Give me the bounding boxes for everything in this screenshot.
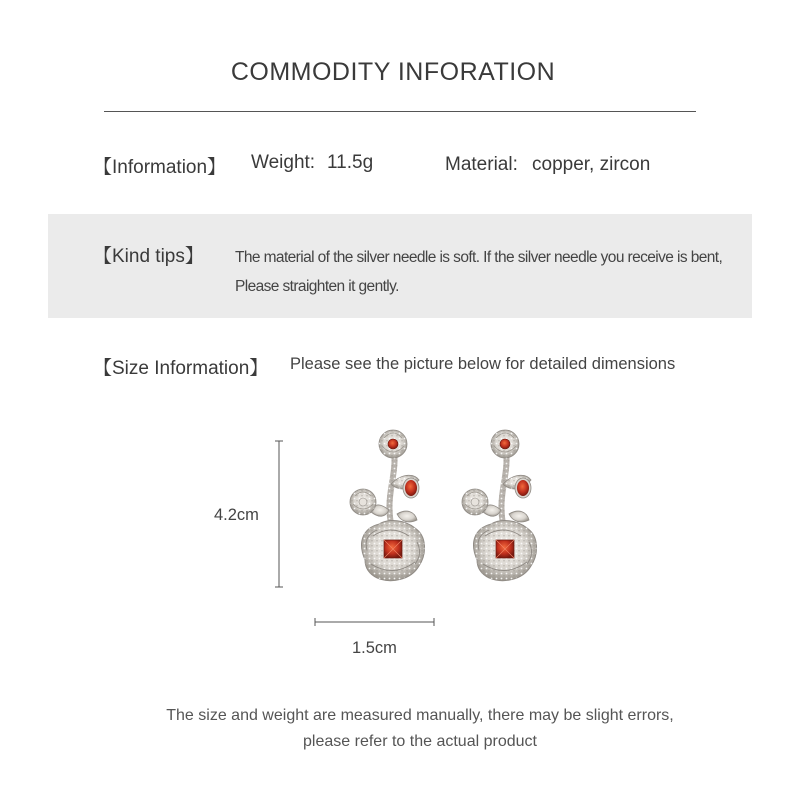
earring-right-image — [462, 430, 537, 581]
weight-label: Weight: — [251, 152, 316, 173]
disclaimer-line-1: The size and weight are measured manually, there may be slight errors, — [166, 707, 674, 724]
information-label: 【Information】 — [93, 157, 227, 178]
disclaimer-line-2: please refer to the actual product — [303, 733, 537, 750]
earring-left-image — [350, 430, 425, 581]
height-dimension-line — [275, 441, 283, 587]
size-information-label: 【Size Information】 — [93, 358, 269, 379]
width-dimension-line — [315, 618, 434, 626]
kind-tips-label: 【Kind tips】 — [93, 246, 204, 267]
page-title: COMMODITY INFORATION — [230, 58, 556, 86]
kind-tips-line-1: The material of the silver needle is soft. If the silver needle you receive is bent, — [235, 249, 723, 266]
height-dimension-label: 4.2cm — [214, 506, 259, 524]
kind-tips-line-2: Please straighten it gently. — [235, 278, 399, 295]
width-dimension-label: 1.5cm — [352, 639, 397, 657]
material-label: Material: — [445, 154, 518, 175]
size-information-description: Please see the picture below for detailed dimensions — [290, 355, 676, 373]
material-value: copper, zircon — [532, 154, 651, 175]
measurement-disclaimer — [0, 703, 800, 755]
weight-value: 11.5g — [327, 152, 374, 173]
